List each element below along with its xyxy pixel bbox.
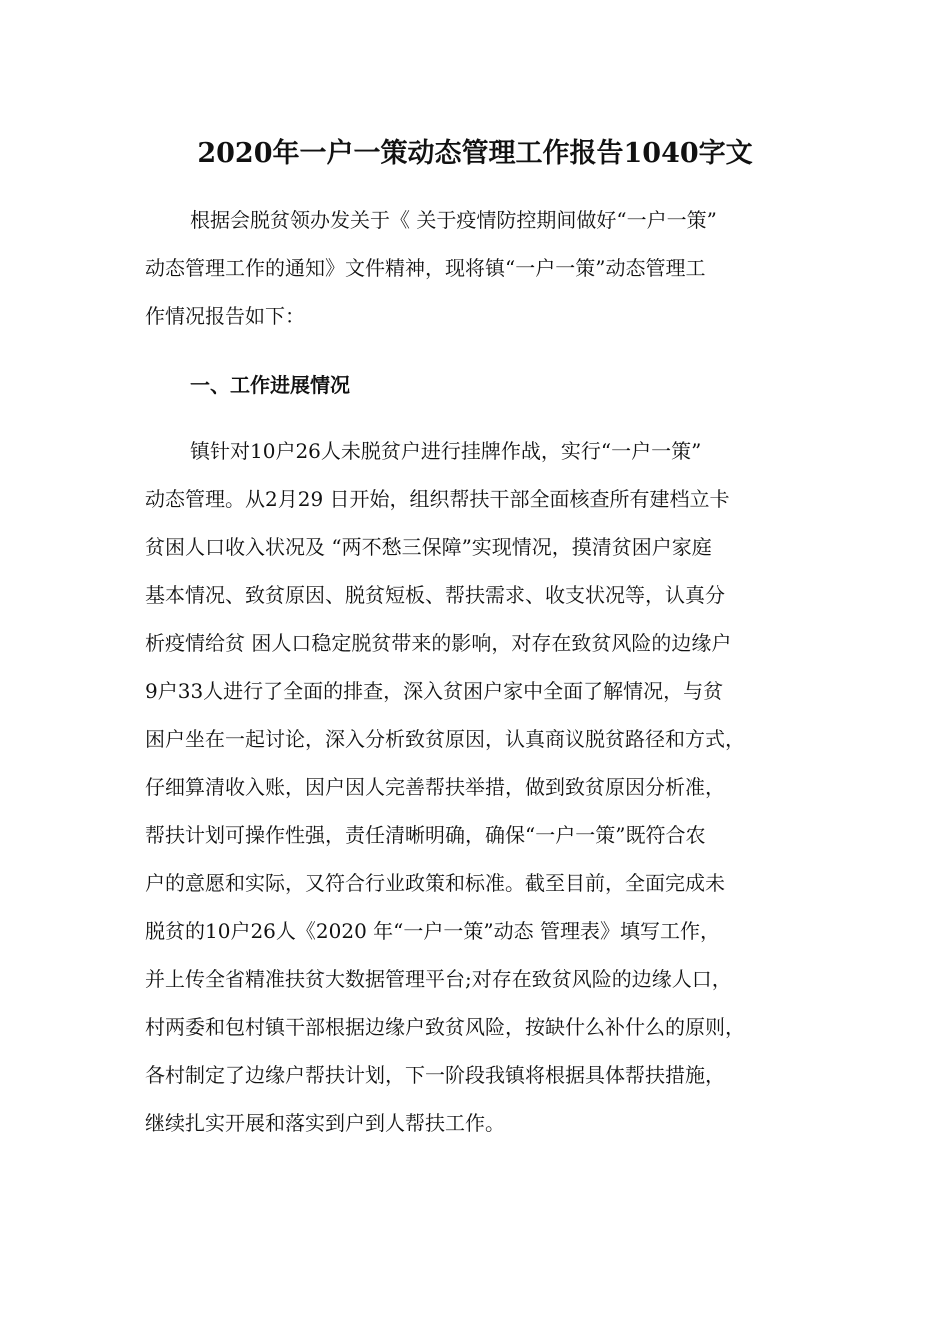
body-line: 并上传全省精准扶贫大数据管理平台;对存在致贫风险的边缘人口， [145, 967, 732, 991]
body-line: 基本情况、致贫原因、脱贫短板、帮扶需求、收支状况等，认真分 [145, 583, 725, 607]
body-line: 贫困人口收入状况及 “两不愁三保障”实现情况，摸清贫困户家庭 [145, 535, 712, 559]
body-line: 9户33人进行了全面的排查，深入贫困户家中全面了解情况，与贫 [145, 679, 724, 703]
body-line: 脱贫的10户26人《2020 年“一户一策”动态 管理表》填写工作， [145, 919, 720, 943]
body-paragraph [145, 427, 805, 1147]
intro-line: 根据会脱贫领办发关于《 关于疫情防控期间做好“一户一策” [190, 208, 717, 232]
intro-line: 动态管理工作的通知》文件精神，现将镇“一户一策”动态管理工 [145, 256, 706, 280]
section-heading-text: 一、工作进展情况 [190, 373, 350, 397]
body-line: 户的意愿和实际，又符合行业政策和标准。截至目前，全面完成未 [145, 871, 725, 895]
section-heading [145, 361, 805, 409]
body-line: 帮扶计划可操作性强，责任清晰明确，确保“一户一策”既符合农 [145, 823, 706, 847]
body-line: 析疫情给贫 困人口稳定脱贫带来的影响，对存在致贫风险的边缘户 [145, 631, 732, 655]
body-line: 镇针对10户26人未脱贫户进行挂牌作战，实行“一户一策” [190, 439, 702, 463]
body-line: 困户坐在一起讨论，深入分析致贫原因，认真商议脱贫路径和方式， [145, 727, 745, 751]
body-line: 继续扎实开展和落实到户到人帮扶工作。 [145, 1111, 505, 1135]
document-title: 2020年一户一策动态管理工作报告1040字文 [197, 138, 753, 169]
body-line: 仔细算清收入账，因户因人完善帮扶举措，做到致贫原因分析准， [145, 775, 725, 799]
body-line: 各村制定了边缘户帮扶计划，下一阶段我镇将根据具体帮扶措施， [145, 1063, 725, 1087]
body-line: 村两委和包村镇干部根据边缘户致贫风险，按缺什么补什么的原则， [145, 1015, 745, 1039]
body-line: 动态管理。从2月29 日开始，组织帮扶干部全面核查所有建档立卡 [145, 487, 730, 511]
intro-paragraph [145, 196, 805, 340]
intro-line: 作情况报告如下： [145, 304, 305, 328]
